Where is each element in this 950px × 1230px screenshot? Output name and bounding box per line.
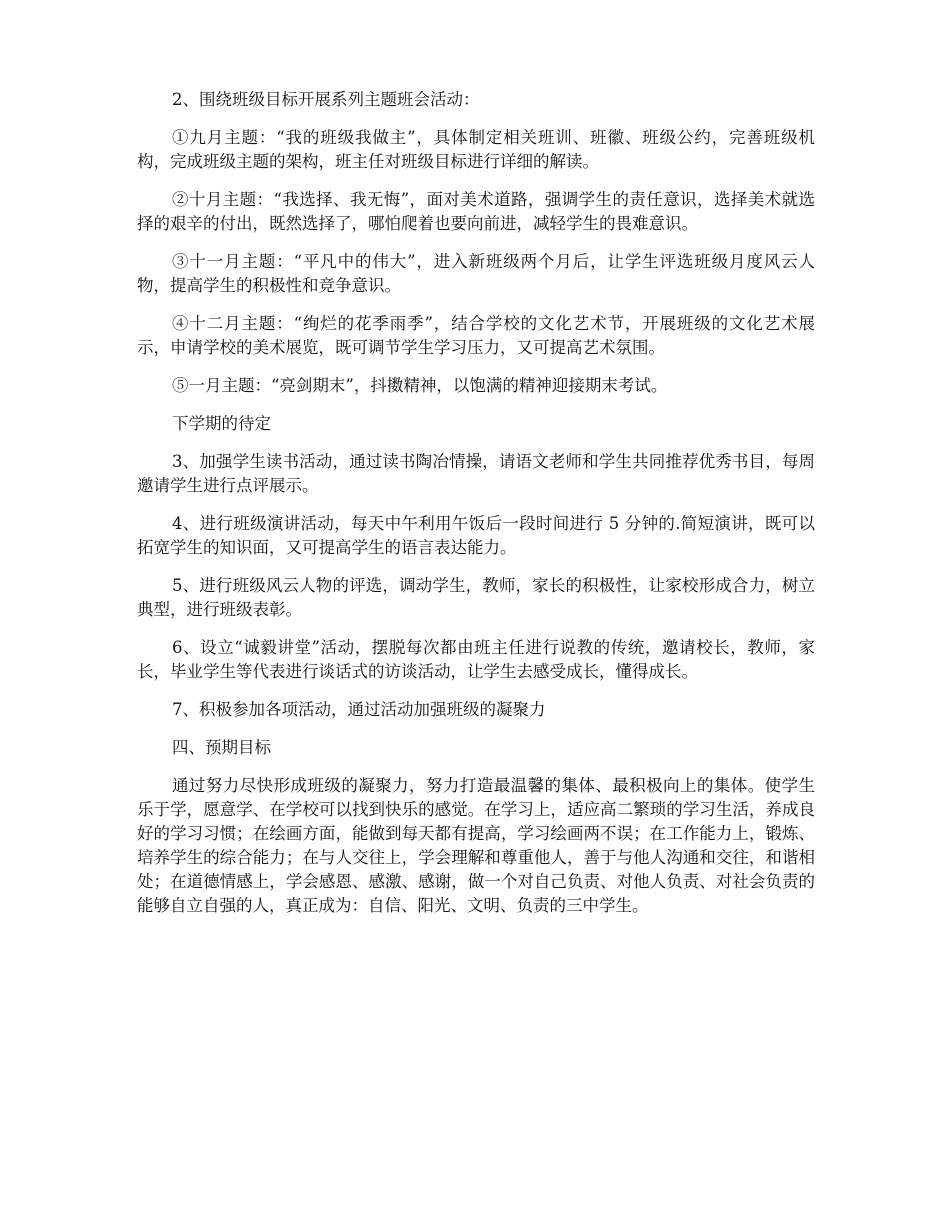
paragraph-november-theme: ③十一月主题：“平凡中的伟大”，进入新班级两个月后，让学生评选班级月度风云人物，提高学生的积极性和竞争意识。 <box>137 252 815 295</box>
paragraph-chengyi-lecture: 6、设立“诚毅讲堂”活动，摆脱每次都由班主任进行说教的传统，邀请校长，教师，家长，毕业学生等代表进行谈话式的访谈活动，让学生去感受成长，懂得成长。 <box>137 638 815 681</box>
paragraph-speech-activity: 4、进行班级演讲活动，每天中午利用午饭后一段时间进行 5 分钟的.简短演讲，既可以拓宽学生的知识面，又可提高学生的语言表达能力。 <box>137 514 815 557</box>
paragraph-participate-activities: 7、积极参加各项活动，通过活动加强班级的凝聚力 <box>172 700 546 719</box>
paragraph-class-star-selection: 5、进行班级风云人物的评选，调动学生，教师，家长的积极性，让家校形成合力，树立典型，进行班级表彰。 <box>137 576 815 619</box>
paragraph-december-theme: ④十二月主题：“绚烂的花季雨季”，结合学校的文化艺术节，开展班级的文化艺术展示，申请学校的美术展览，既可调节学生学习压力，又可提高艺术氛围。 <box>137 314 815 357</box>
paragraph-october-theme: ②十月主题：“我选择、我无悔”，面对美术道路，强调学生的责任意识，选择美术就选择的艰辛的付出，既然选择了，哪怕爬着也要向前进，减轻学生的畏难意识。 <box>137 190 815 233</box>
document-body <box>137 88 815 932</box>
section-heading-expected-goals: 四、预期目标 <box>172 738 271 757</box>
paragraph-theme-activities-heading: 2、围绕班级目标开展系列主题班会活动： <box>172 90 480 109</box>
paragraph-next-semester: 下学期的待定 <box>172 414 271 433</box>
paragraph-expected-goals: 通过努力尽快形成班级的凝聚力，努力打造最温馨的集体、最积极向上的集体。使学生乐于学，愿意学、在学校可以找到快乐的感觉。在学习上，适应高二繁琐的学习生活，养成良好的学习习惯；在绘画方面，能做到每天都有提高，学习绘画两不误；在工作能力上，锻炼、培养学生的综合能力；在与人交往上，学会理解和尊重他人，善于与他人沟通和交往，和谐相处；在道德情感上，学会感恩、感激、感谢，做一个对自己负责、对他人负责、对社会负责的能够自立自强的人，真正成为：自信、阳光、文明、负责的三中学生。 <box>137 776 815 915</box>
paragraph-reading-activity: 3、加强学生读书活动，通过读书陶冶情操，请语文老师和学生共同推荐优秀书目，每周邀请学生进行点评展示。 <box>137 452 815 495</box>
paragraph-january-theme: ⑤一月主题：“亮剑期末”，抖擞精神，以饱满的精神迎接期末考试。 <box>172 376 668 395</box>
paragraph-september-theme: ①九月主题：“我的班级我做主”，具体制定相关班训、班徽、班级公约，完善班级机构，完成班级主题的架构，班主任对班级目标进行详细的解读。 <box>137 128 815 171</box>
